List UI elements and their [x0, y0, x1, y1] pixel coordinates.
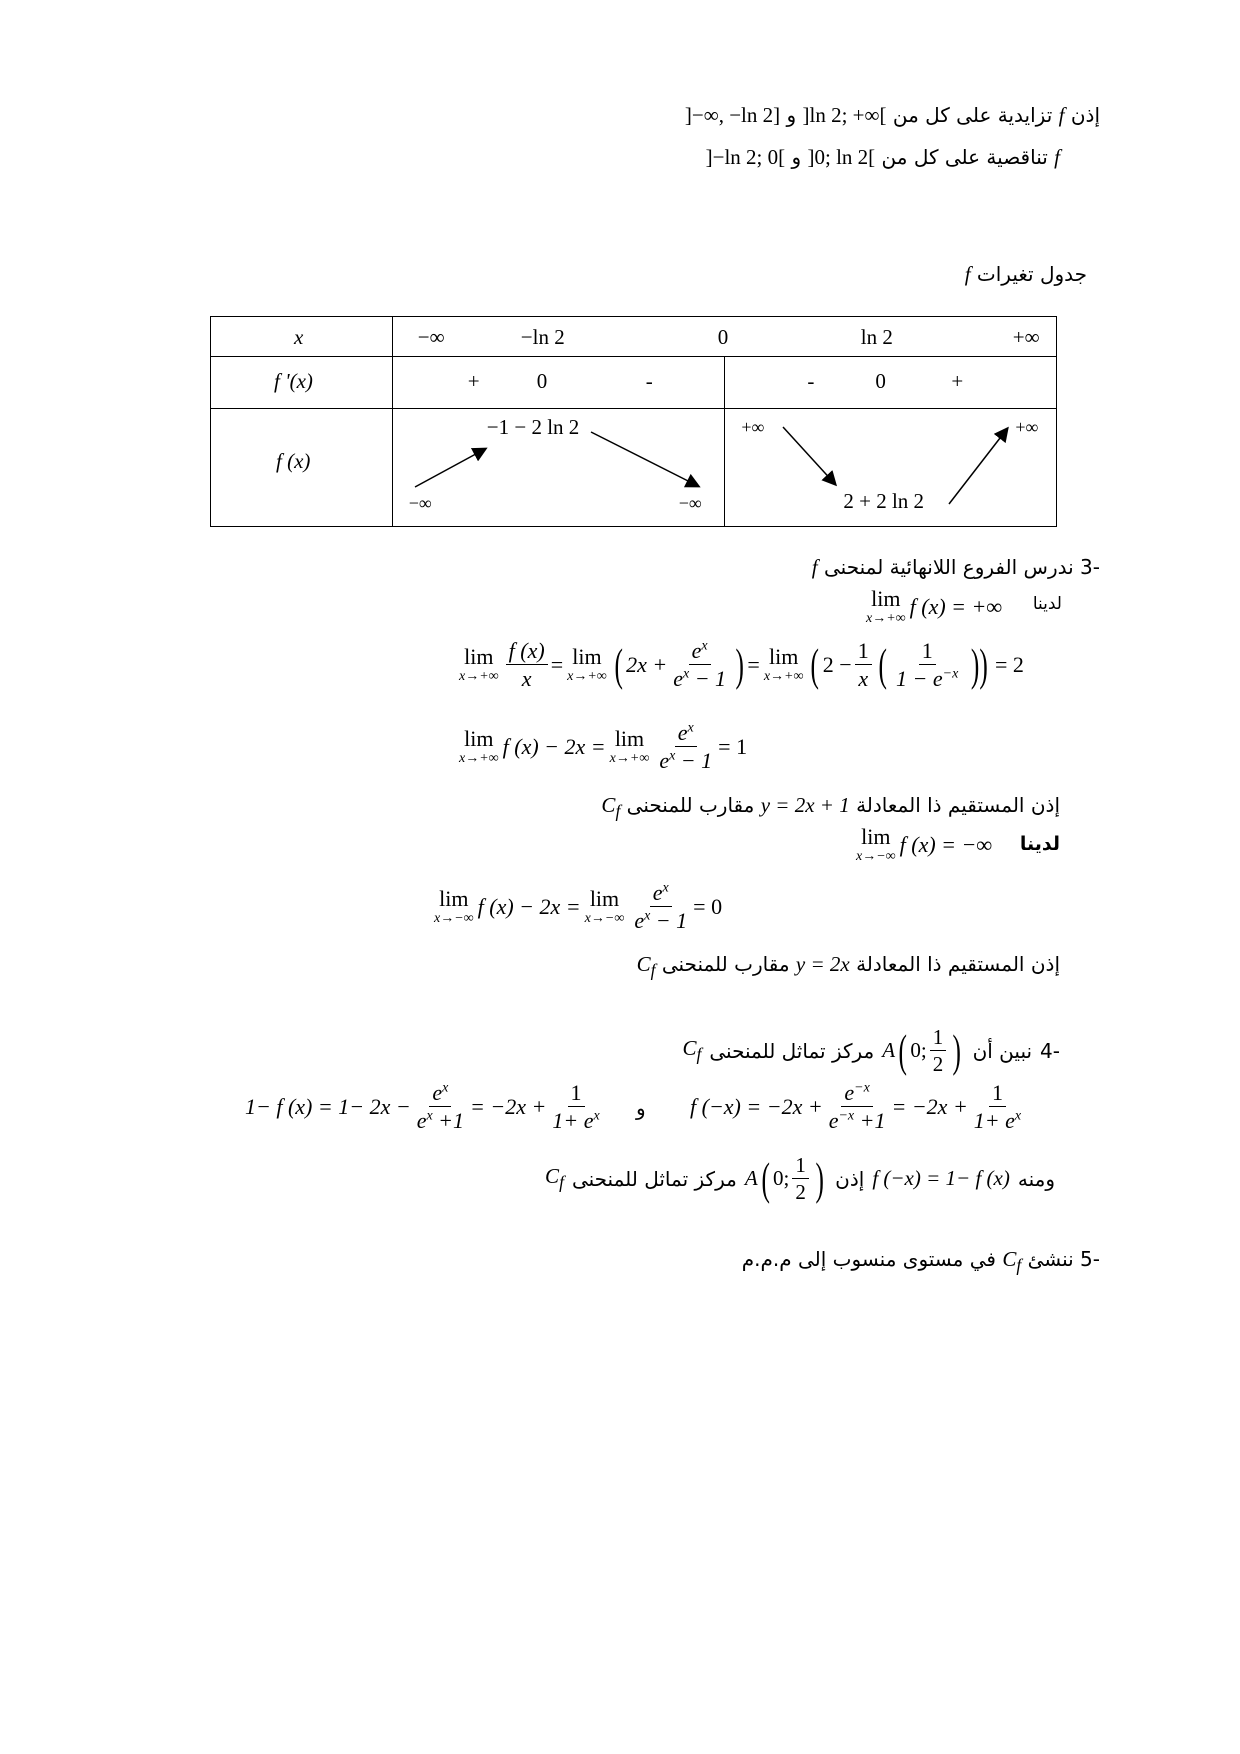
- x-value: +∞: [1012, 325, 1040, 349]
- f-left-cell: [392, 409, 725, 527]
- variation-arrows-left: [393, 409, 726, 527]
- header-fprime: [211, 357, 393, 409]
- f-value: +∞: [1015, 417, 1039, 437]
- monotonic-decreasing-line: f تناقصية على كل من ]0; ln 2[ و ]−ln 2; 0[: [705, 145, 1060, 169]
- f-value: +∞: [741, 417, 765, 437]
- f-value: 2 + 2 ln 2: [843, 489, 925, 513]
- variation-table-title: جدول تغيرات f: [964, 262, 1087, 286]
- and-connector: و: [636, 1096, 646, 1120]
- f-value: −∞: [408, 493, 432, 513]
- limit-minus-infinity: lim x→−∞ f (x) = −∞: [856, 824, 993, 864]
- sign: -: [807, 369, 815, 393]
- x-values-cell: [392, 317, 1056, 357]
- asymptote-plus-line: إذن المستقيم ذا المعادلة y = 2x + 1 مقارب للمنحنى $C_f$: [601, 793, 1060, 822]
- limit-plus-infinity: lim x→+∞ f (x) = +∞: [866, 586, 1003, 626]
- x-value: −∞: [417, 325, 445, 349]
- symmetry-conclusion: ومنه f (−x) = 1− f (x) إذن A ( 0; $\frac{1}{2}$ ) مركز تماثل للمنحنى $C_f$: [545, 1152, 1055, 1205]
- fprime-left-cell: [392, 357, 725, 409]
- variation-table: [210, 316, 1057, 527]
- equation-one-minus-fx: 1− f (x) = 1− 2x − $\frac{e^x}{e^x +1}$ = −2x + $\frac{1}{1+ e^x}$: [245, 1080, 600, 1134]
- equation-f-minus-x: f (−x) = −2x + $\frac{e^{-x}}{e^{-x} +1}$ = −2x + $\frac{1}{1+ e^x}$: [690, 1080, 1022, 1134]
- section5-heading: -5 ننشئ $C_f$ في مستوى منسوب إلى م.م.م: [741, 1247, 1100, 1276]
- f-value: −1 − 2 ln 2: [486, 415, 580, 439]
- x-value: −ln 2: [520, 325, 565, 349]
- variation-arrows-right: [725, 409, 1057, 527]
- have-label: لدينا: [1019, 833, 1060, 855]
- sign: 0: [875, 369, 886, 393]
- asymptote-minus-line: إذن المستقيم ذا المعادلة y = 2x مقارب للمنحنى $C_f$: [636, 952, 1060, 981]
- header-x: [211, 317, 393, 357]
- fprime-right-cell: [725, 357, 1057, 409]
- limit-fx-minus-2x-plus: lim x→+∞ f (x) − 2x = lim x→+∞ $\frac{e^x}{e^x - 1}$ = 1: [459, 720, 748, 774]
- f-value: −∞: [678, 493, 702, 513]
- limit-fx-over-x: lim x→+∞ $\frac{f (x)}{x}$ = lim x→+∞ ( 2x + $\frac{e^x}{e^x - 1}$ ) = lim x→+∞ ( 2 − $\frac{1}{x}$ ( $\frac{1}{1 - e^{-x}}$ )) = 2: [459, 638, 1024, 692]
- row-label-f: f (x): [276, 449, 311, 473]
- x-value: ln 2: [860, 325, 893, 349]
- sign: -: [645, 369, 653, 393]
- section3-heading: -3 ندرس الفروع اللانهائية لمنحنى f: [811, 555, 1100, 579]
- sign: +: [467, 369, 480, 393]
- sign: +: [951, 369, 964, 393]
- sign: 0: [536, 369, 548, 393]
- x-value: 0: [717, 325, 729, 349]
- monotonic-increasing-line: إذن f تزايدية على كل من ]ln 2; +∞[ و ]−∞, −ln 2]: [684, 103, 1100, 127]
- limit-fx-minus-2x-minus: lim x→−∞ f (x) − 2x = lim x→−∞ $\frac{e^x}{e^x - 1}$ = 0: [434, 880, 723, 934]
- have-label: لدينا: [1032, 594, 1062, 614]
- row-label-x: x: [294, 325, 304, 349]
- row-label-fprime: f '(x): [274, 369, 313, 393]
- f-right-cell: [725, 409, 1057, 527]
- section4-heading: -4 نبين أن A ( 0; $\frac{1}{2}$ ) مركز تماثل للمنحنى $C_f$: [682, 1024, 1060, 1077]
- header-f: [211, 409, 393, 527]
